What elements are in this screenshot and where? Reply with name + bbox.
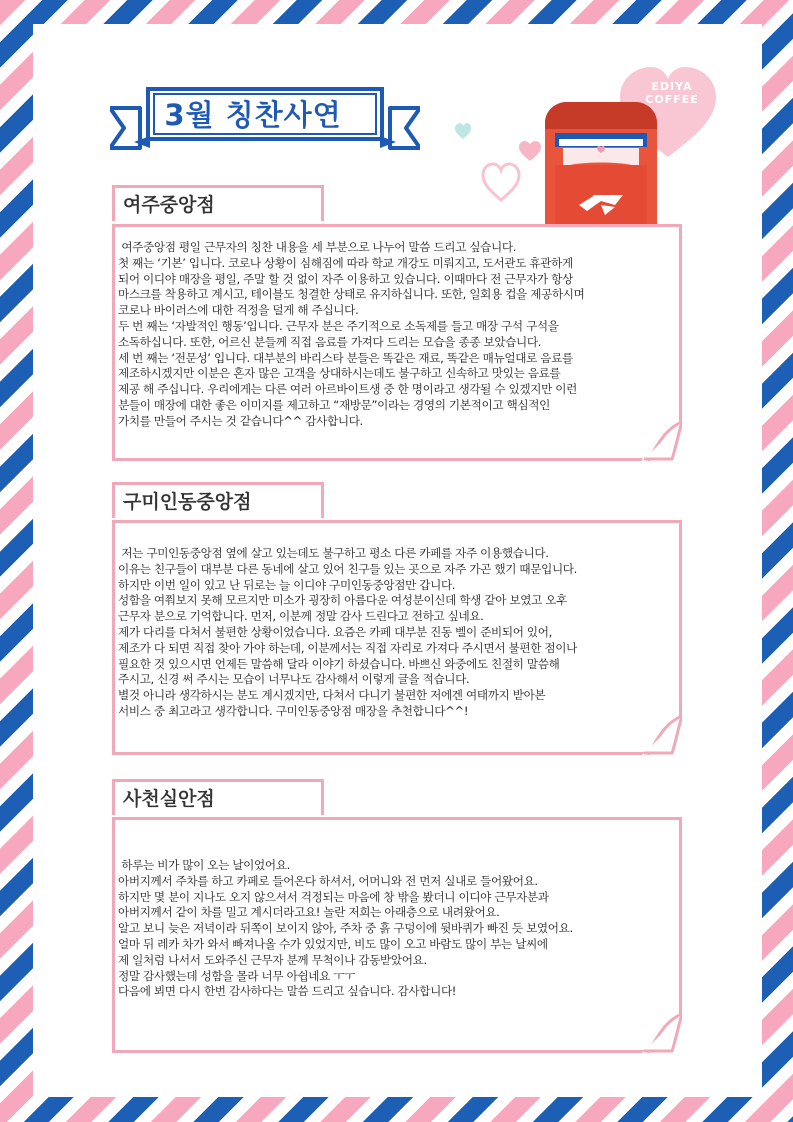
store-name-tab: 여주중앙점 <box>112 185 324 221</box>
page-curl-icon <box>642 421 682 461</box>
store-name-tab: 사천실안점 <box>112 779 324 815</box>
page-curl-icon <box>642 1013 682 1053</box>
heart-icon <box>483 164 519 200</box>
brand-line-2: COFFEE <box>645 93 699 106</box>
page-curl-icon <box>642 715 682 755</box>
mailbox-icon <box>545 102 657 230</box>
story-text: 여주중앙점 평일 근무자의 칭찬 내용을 세 부분으로 나누어 말씀 드리고 싶습니다. 첫 째는 ‘기본’ 입니다. 코로나 상황이 심해짐에 따라 학교 개강도 미뤄지고, 도서관도 휴관하게 되어 이디야 매장을 평일, 주말 할 것 없이 자주 이용하고 있습니다. 이때마다 전 근무자가 항상 마스크를 착용하고 계시고, 테이블도 청결한 상태로 유지하십니다. 또한, 일회용 컵을 제공하시며 코로나 바이러스에 대한 걱정을 덜게 해 주십니다. 두 번 째는 ‘자발적인 행동’입니다. 근무자 분은 주기적으로 소독제를 들고 매장 구석 구석을 소독하십니다. 또한, 어르신 분들께 직접 음료를 가져다 드리는 모습을 종종 보았습니다. 세 번 째는 ‘전문성’ 입니다. 대부분의 바리스타 분들은 똑같은 재료, 똑같은 매뉴얼대로 음료를 제조하시겠지만 이분은 혼자 많은 고객을 상대하시는데도 불구하고 신속하고 맛있는 음료를 제공 해 주십니다. 우리에게는 다른 여러 아르바이트생 중 한 명이라고 생각될 수 있겠지만 이런 분들이 매장에 대한 좋은 이미지를 제고하고 “재방문”이라는 경영의 기본적이고 핵심적인 가치를 만들어 주시는 것 같습니다^^ 감사합니다. <box>118 240 585 428</box>
heart-icon <box>519 141 541 161</box>
brand-line-1: EDIYA <box>651 80 693 93</box>
story-text: 저는 구미인동중앙점 옆에 살고 있는데도 불구하고 평소 다른 카페를 자주 이용했습니다. 이유는 친구들이 대부분 다른 동네에 살고 있어 친구들 있는 곳으로 자주 가곤 했기 때문입니다. 하지만 이번 일이 있고 난 뒤로는 늘 이디야 구미인동중앙점만 갑니다. 성함을 여쭤보지 못해 모르지만 미소가 굉장히 아름다운 여성분이신데 학생 같아 보였고 오후 근무자 분으로 기억합니다. 먼저, 이분께 정말 감사 드린다고 전하고 싶네요. 제가 다리를 다쳐서 불편한 상황이었습니다. 요즘은 카페 대부분 진동 벨이 준비되어 있어, 제조가 다 되면 직접 찾아 가야 하는데, 이분께서는 직접 자리로 가져다 주시면서 불편한 점이나 필요한 것 있으시면 언제든 말씀해 달라 이야기 하셨습니다. 바쁘신 와중에도 친절히 말씀해 주시고, 신경 써 주시는 모습이 너무나도 감사해서 이렇게 글을 적습니다. 별것 아니라 생각하시는 분도 계시겠지만, 다쳐서 다니기 불편한 저에겐 여태까지 받아본 서비스 중 최고라고 생각합니다. 구미인동중앙점 매장을 추천합니다^^! <box>118 546 577 718</box>
store-name-tab: 구미인동중앙점 <box>112 482 324 518</box>
page-title: 3월 칭찬사연 <box>164 97 342 132</box>
heart-icon <box>455 123 471 139</box>
story-text: 하루는 비가 많이 오는 날이었어요. 아버지께서 주차를 하고 카페로 들어온다 하셔서, 어머니와 전 먼저 실내로 들어왔어요. 하지만 몇 분이 지나도 오지 않으셔서 걱정되는 마음에 창 밖을 봤더니 이디야 근무자분과 아버지께서 같이 차를 밀고 계시더라고요! 놀란 저희는 아래층으로 내려왔어요. 알고 보니 늦은 저녁이라 뒤쪽이 보이지 않아, 주차 중 흙 구덩이에 뒷바퀴가 빠진 듯 보였어요. 얼마 뒤 레카 차가 와서 빠져나올 수가 있었지만, 비도 많이 오고 바람도 많이 부는 날씨에 제 일처럼 나서서 도와주신 근무자 분께 무척이나 감동받았어요. 정말 감사했는데 성함을 몰라 너무 아쉽네요 ㅜㅜ 다음에 뵈면 다시 한번 감사하다는 말씀 드리고 싶습니다. 감사합니다! <box>118 858 573 999</box>
brand-logo <box>628 80 716 106</box>
